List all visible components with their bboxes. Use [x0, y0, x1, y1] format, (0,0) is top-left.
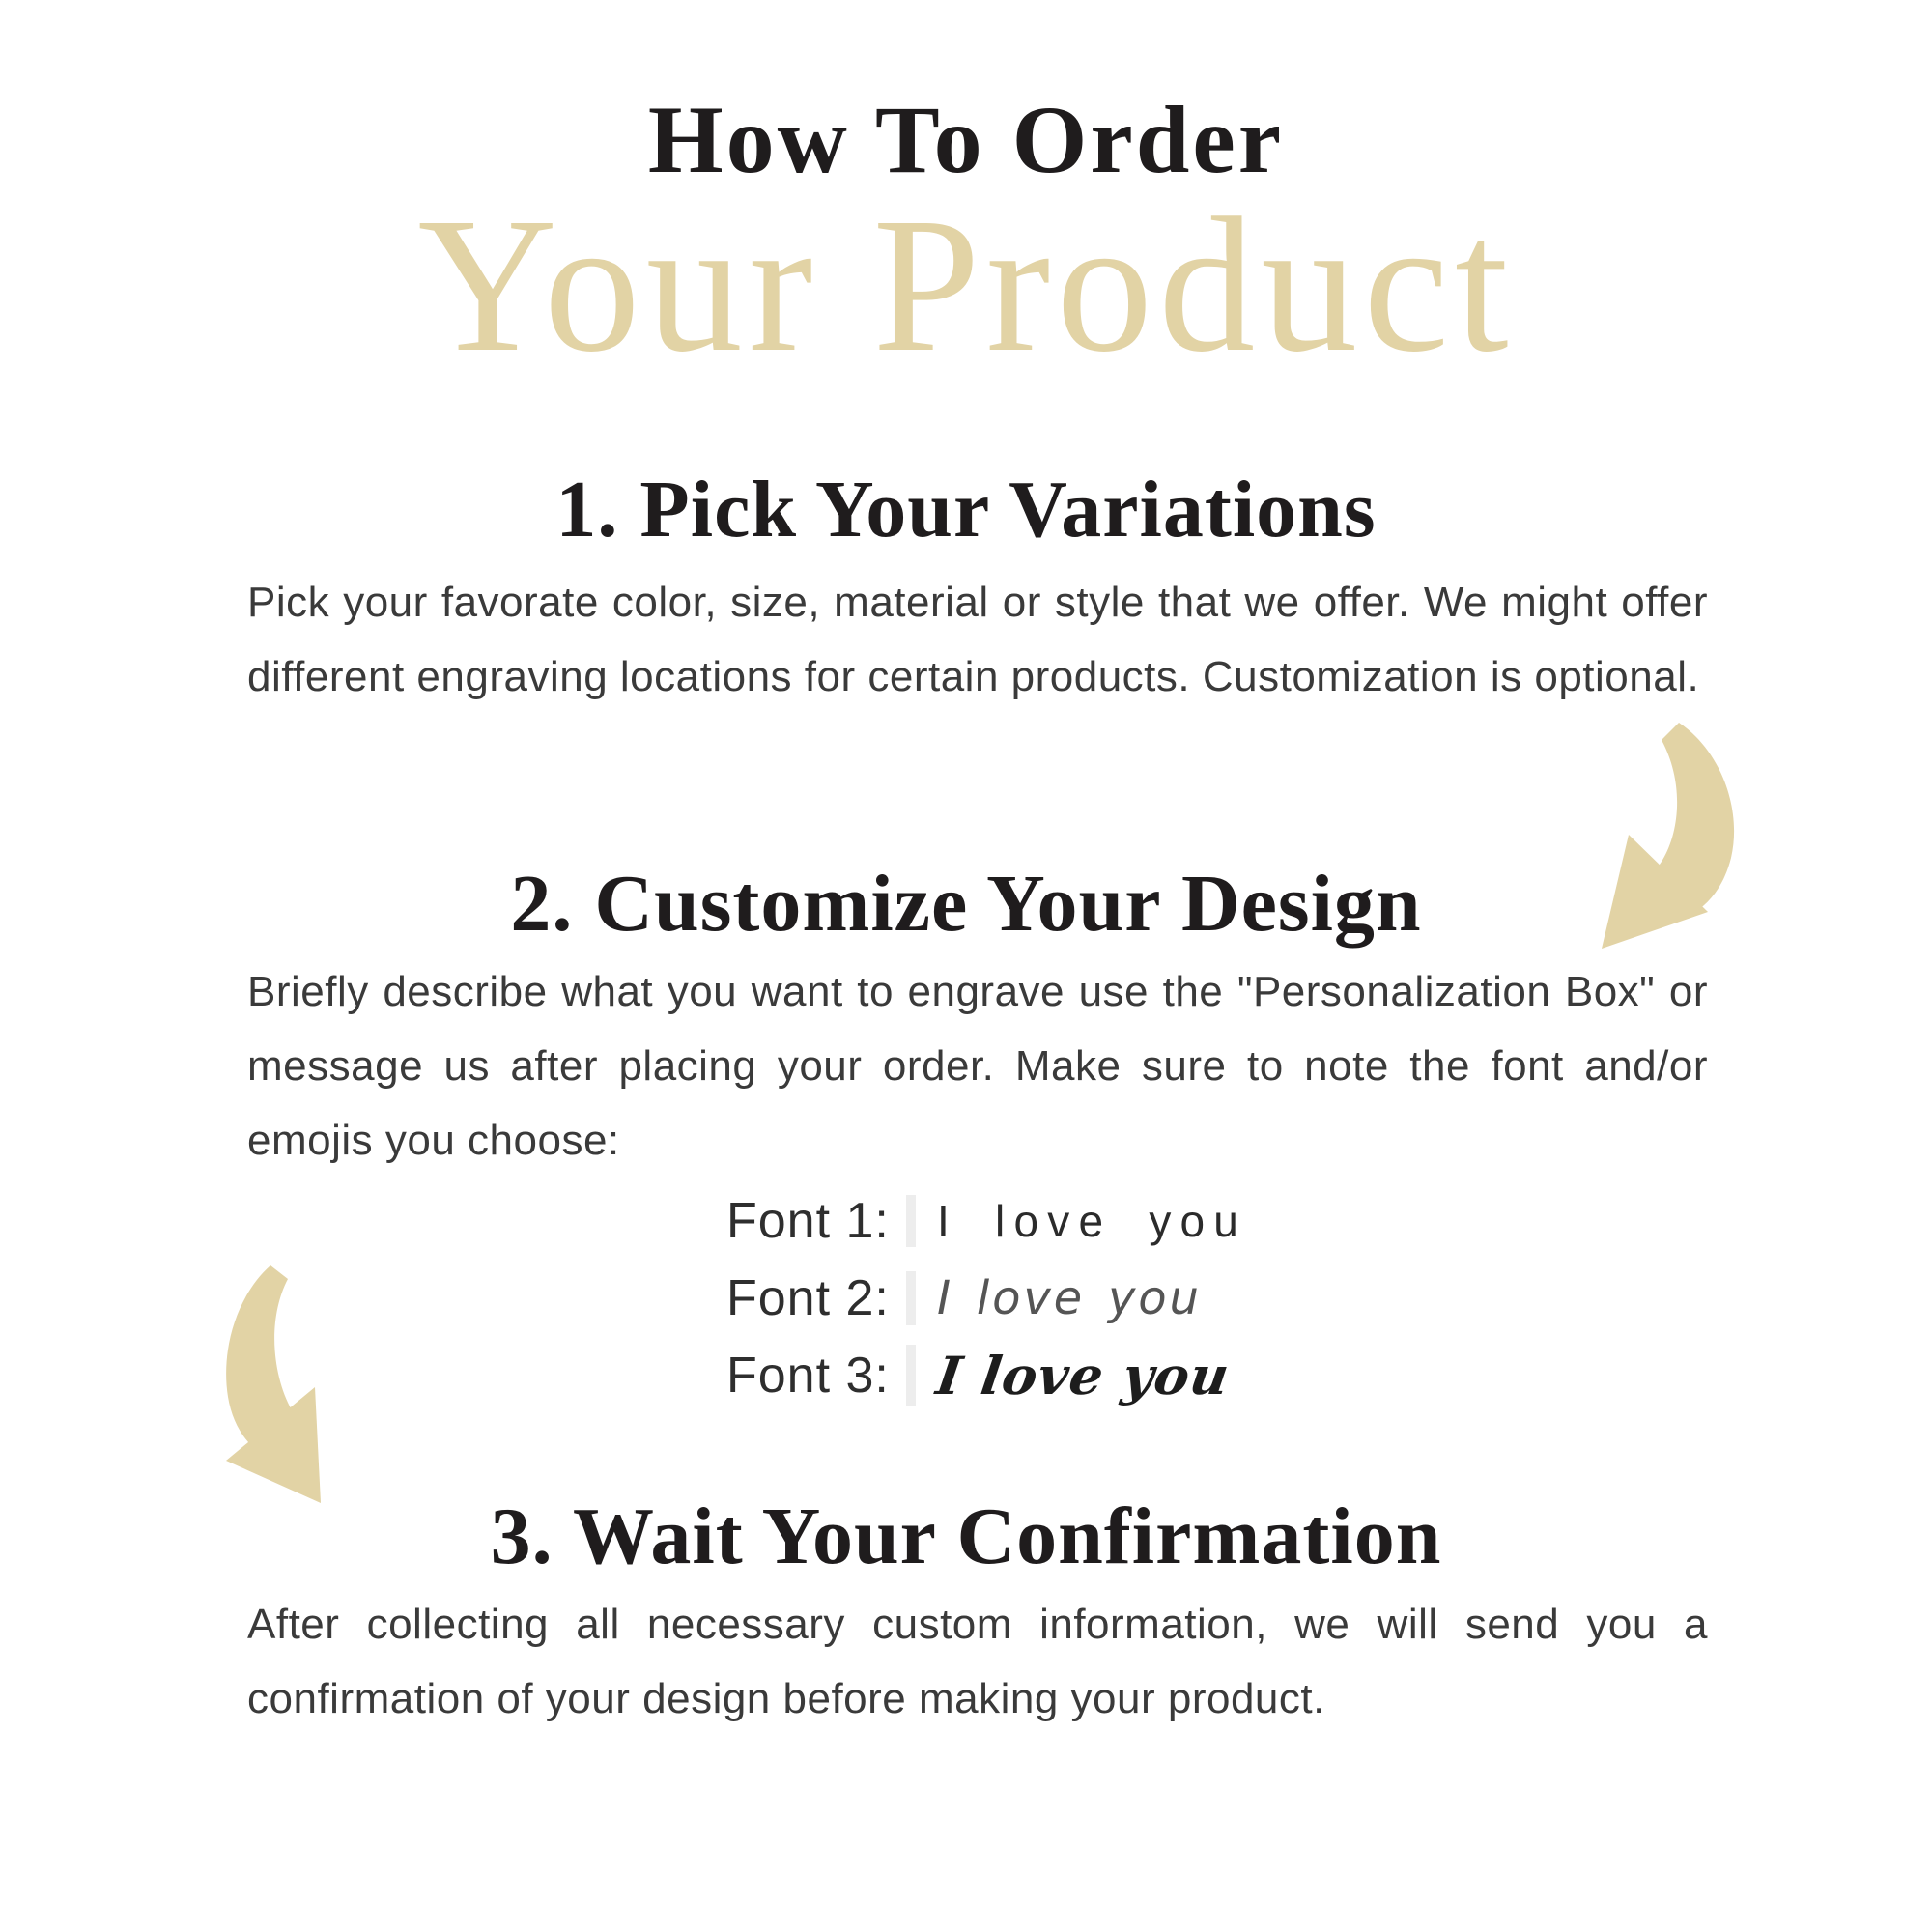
section-2-body: Briefly describe what you want to engrave use the "Personalization Box" or message us after placing your order. Make sure to note the font and/or emojis you choose:	[247, 968, 1708, 1164]
font-2-label: Font 2:	[726, 1270, 890, 1326]
font-sample-list	[726, 1190, 1247, 1406]
font-sample-row	[726, 1345, 1247, 1406]
font-1-label: Font 1:	[726, 1193, 890, 1249]
curved-arrow-down-right-icon	[218, 1264, 344, 1505]
section-3-body: After collecting all necessary custom information, we will send you a confirmation of your design before making your product.	[247, 1601, 1708, 1722]
font-1-sample: I love you	[906, 1195, 1247, 1247]
font-sample-row	[726, 1267, 1247, 1329]
font-3-sample: I love you	[906, 1345, 1230, 1406]
section-1-heading: 1. Pick Your Variations	[555, 465, 1377, 554]
page-subtitle: Your Product	[417, 179, 1515, 392]
section-3-heading: 3. Wait Your Confirmation	[490, 1492, 1442, 1581]
page-title: How To Order	[647, 86, 1285, 193]
font-sample-row	[726, 1190, 1247, 1252]
font-3-label: Font 3:	[726, 1348, 890, 1404]
section-2-heading: 2. Customize Your Design	[510, 859, 1422, 949]
font-2-sample: I love you	[906, 1271, 1202, 1325]
section-1-body: Pick your favorate color, size, material or style that we offer. We might offer different engraving locations for certain products. Customization is optional.	[247, 579, 1708, 700]
